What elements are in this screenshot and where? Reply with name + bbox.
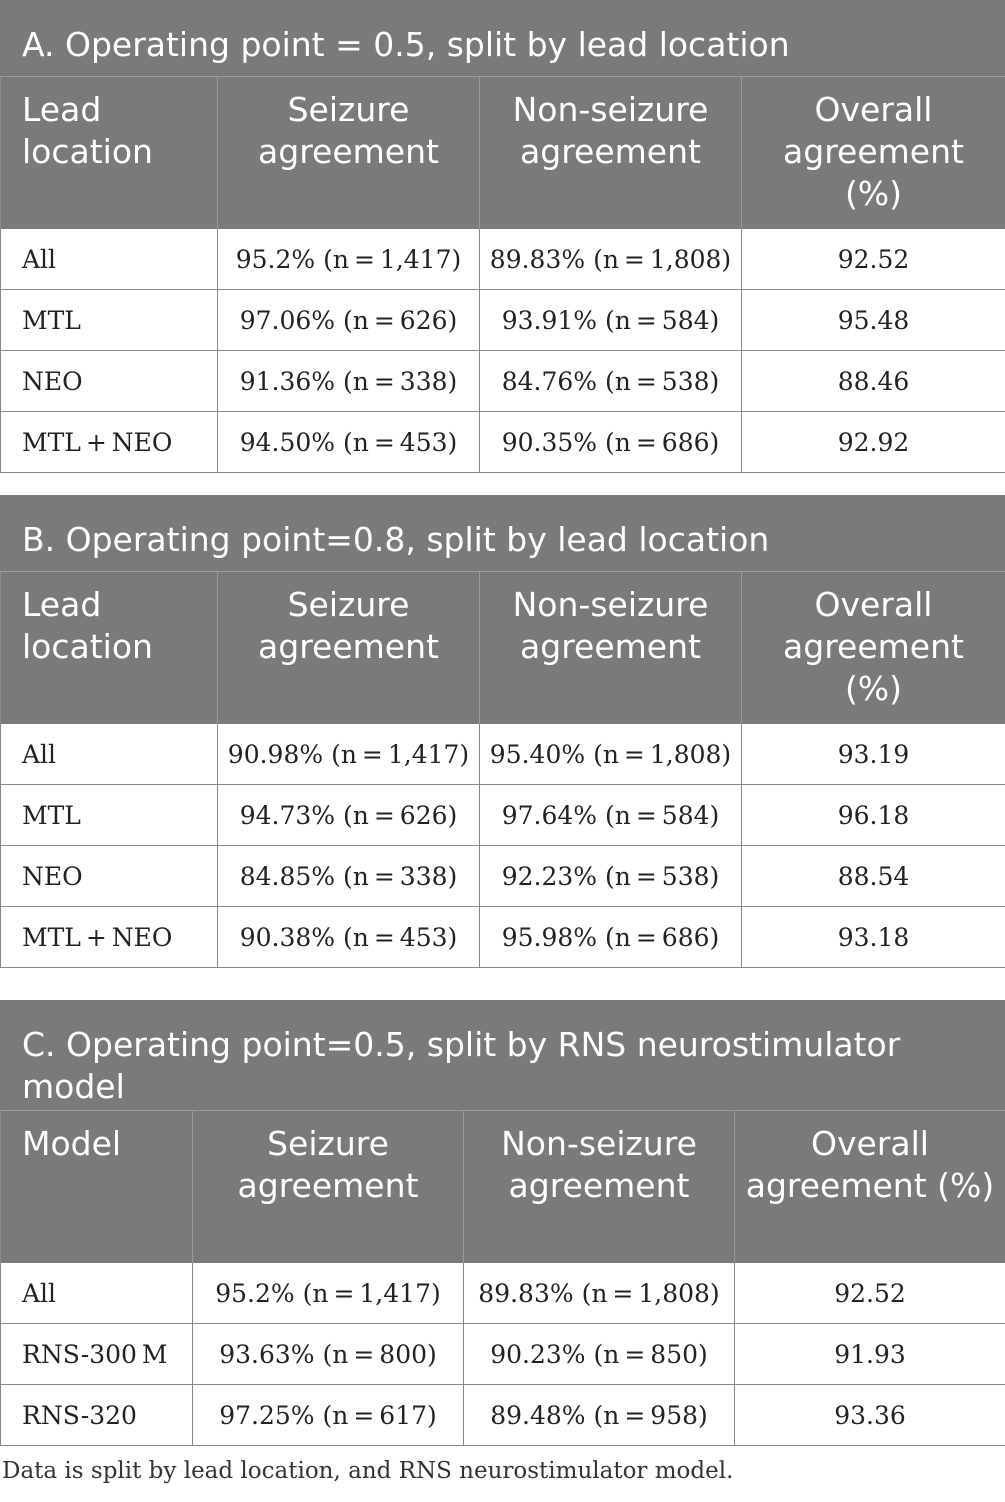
table-cell: 88.54 — [742, 846, 1005, 907]
column-header: Non-seizure agreement — [480, 572, 742, 724]
table-grid — [0, 77, 1005, 473]
column-header: Overall agreement (%) — [742, 572, 1005, 724]
table-footnote: Data is split by lead location, and RNS neurostimulator model. — [2, 1458, 734, 1484]
table-cell: 91.36% (n = 338) — [218, 351, 480, 412]
row-label: All — [1, 1263, 193, 1324]
table-cell: 91.93 — [735, 1324, 1005, 1385]
table-cell: 90.38% (n = 453) — [218, 907, 480, 968]
table-caption: A. Operating point = 0.5, split by lead location — [0, 0, 1005, 77]
table-cell: 95.40% (n = 1,808) — [480, 724, 742, 785]
table-cell: 95.2% (n = 1,417) — [218, 229, 480, 290]
table-cell: 89.83% (n = 1,808) — [480, 229, 742, 290]
table-cell: 93.19 — [742, 724, 1005, 785]
column-header: Model — [1, 1111, 193, 1263]
table-cell: 93.36 — [735, 1385, 1005, 1446]
column-header: Seizure agreement — [193, 1111, 464, 1263]
column-header: Seizure agreement — [218, 572, 480, 724]
table-cell: 89.48% (n = 958) — [464, 1385, 735, 1446]
row-label: NEO — [1, 846, 218, 907]
row-label: All — [1, 229, 218, 290]
table-cell: 93.91% (n = 584) — [480, 290, 742, 351]
table-cell: 90.98% (n = 1,417) — [218, 724, 480, 785]
column-header: Overall agreement (%) — [735, 1111, 1005, 1263]
table-cell: 97.06% (n = 626) — [218, 290, 480, 351]
row-label: All — [1, 724, 218, 785]
table-grid — [0, 572, 1005, 968]
table-cell: 96.18 — [742, 785, 1005, 846]
table-cell: 95.48 — [742, 290, 1005, 351]
table-cell: 95.98% (n = 686) — [480, 907, 742, 968]
table-grid — [0, 1111, 1005, 1446]
column-header: Overall agreement (%) — [742, 77, 1005, 229]
row-label: MTL + NEO — [1, 412, 218, 473]
table-cell: 92.92 — [742, 412, 1005, 473]
table-cell: 93.63% (n = 800) — [193, 1324, 464, 1385]
table-caption: B. Operating point=0.8, split by lead location — [0, 495, 1005, 572]
table-cell: 92.52 — [742, 229, 1005, 290]
table-cell: 88.46 — [742, 351, 1005, 412]
row-label: MTL — [1, 290, 218, 351]
row-label: RNS-320 — [1, 1385, 193, 1446]
column-header: Seizure agreement — [218, 77, 480, 229]
table-cell: 95.2% (n = 1,417) — [193, 1263, 464, 1324]
table-cell: 93.18 — [742, 907, 1005, 968]
table-b — [0, 495, 1005, 968]
table-cell: 94.50% (n = 453) — [218, 412, 480, 473]
column-header: Lead location — [1, 77, 218, 229]
row-label: RNS-300 M — [1, 1324, 193, 1385]
table-cell: 92.23% (n = 538) — [480, 846, 742, 907]
table-cell: 97.64% (n = 584) — [480, 785, 742, 846]
table-cell: 94.73% (n = 626) — [218, 785, 480, 846]
table-caption: C. Operating point=0.5, split by RNS neurostimulator model — [0, 1000, 1005, 1111]
table-cell: 97.25% (n = 617) — [193, 1385, 464, 1446]
table-cell: 92.52 — [735, 1263, 1005, 1324]
column-header: Non-seizure agreement — [464, 1111, 735, 1263]
table-cell: 84.76% (n = 538) — [480, 351, 742, 412]
row-label: NEO — [1, 351, 218, 412]
table-cell: 90.35% (n = 686) — [480, 412, 742, 473]
table-cell: 90.23% (n = 850) — [464, 1324, 735, 1385]
row-label: MTL + NEO — [1, 907, 218, 968]
column-header: Non-seizure agreement — [480, 77, 742, 229]
table-cell: 84.85% (n = 338) — [218, 846, 480, 907]
table-cell: 89.83% (n = 1,808) — [464, 1263, 735, 1324]
table-c — [0, 1000, 1005, 1446]
table-a — [0, 0, 1005, 473]
column-header: Lead location — [1, 572, 218, 724]
row-label: MTL — [1, 785, 218, 846]
